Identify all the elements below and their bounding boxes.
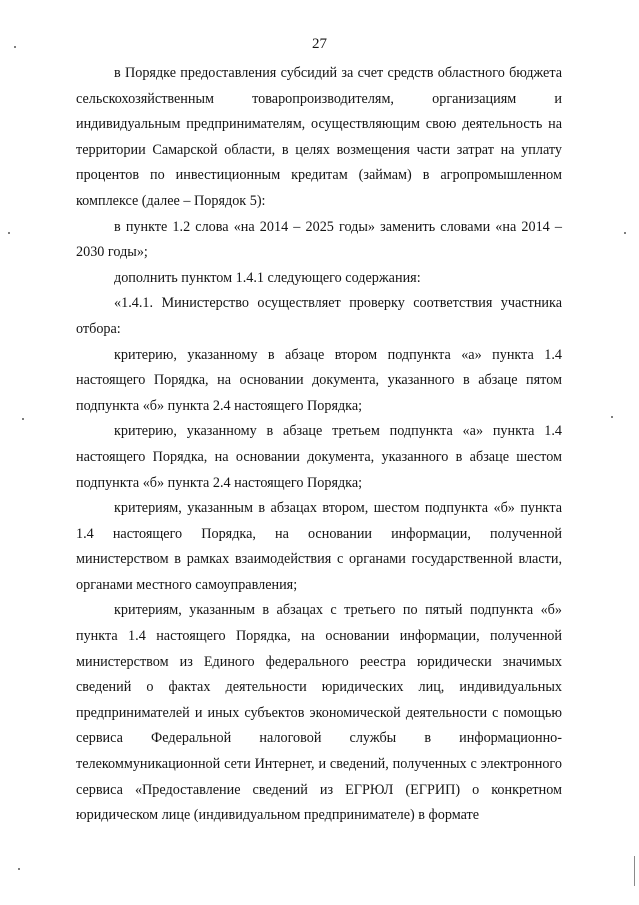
paragraph-criterion-2: критерию, указанному в абзаце третьем подпункта «а» пункта 1.4 настоящего Порядка, на основании документа, указанного в абзаце шестом подпункта «б» пункта 2.4 настоящего Порядка; xyxy=(76,423,562,491)
scan-edge-mark xyxy=(634,856,635,886)
scan-speck xyxy=(611,416,613,418)
paragraph-point-1-2-amendment: в пункте 1.2 слова «на 2014 – 2025 годы» заменить словами «на 2014 – 2030 годы»; xyxy=(76,218,562,261)
paragraph-criterion-1: критерию, указанному в абзаце втором подпункта «а» пункта 1.4 настоящего Порядка, на основании документа, указанного в абзаце пятом подпункта «б» пункта 2.4 настоящего Порядка; xyxy=(76,346,562,414)
scan-speck xyxy=(18,868,20,870)
paragraph-add-point-1-4-1: дополнить пунктом 1.4.1 следующего содержания: xyxy=(114,269,421,286)
paragraph-criteria-3: критериям, указанным в абзацах втором, шестом подпункта «б» пункта 1.4 настоящего Порядка, на основании информации, полученной министерством в рамках взаимодействия с органами государственной власти, органами местного самоуправления; xyxy=(76,500,562,593)
scan-speck xyxy=(14,46,16,48)
paragraph-criteria-4: критериям, указанным в абзацах с третьего по пятый подпункта «б» пункта 1.4 настоящего Порядка, на основании информации, полученной министерством из Единого федерального реестра юридически значимых сведений о фактах деятельности юридических лиц, индивидуальных предпринимателей и иных субъектов экономической деятельности с помощью сервиса Федеральной налоговой службы в информационно-телекоммуникационной сети Интернет, и сведений, полученных с электронного сервиса «Предоставление сведений из ЕГРЮЛ (ЕГРИП) о конкретном юридическом лице (индивидуальном предпринимателе) в формате xyxy=(76,602,562,824)
scan-speck xyxy=(624,232,626,234)
paragraph-point-1-4-1-text: «1.4.1. Министерство осуществляет проверку соответствия участника отбора: xyxy=(76,295,562,337)
scan-speck xyxy=(22,418,24,420)
page-number: 27 xyxy=(312,36,327,52)
scan-speck xyxy=(8,232,10,234)
document-body xyxy=(76,61,562,829)
paragraph-procedure-5-intro: в Порядке предоставления субсидий за счет средств областного бюджета сельскохозяйственным товаропроизводителям, организациям и индивидуальным предпринимателям, осуществляющим свою деятельность на территории Самарской области, в целях возмещения части затрат на уплату процентов по инвестиционным кредитам (займам) в агропромышленном комплексе (далее – Порядок 5): xyxy=(76,65,562,209)
